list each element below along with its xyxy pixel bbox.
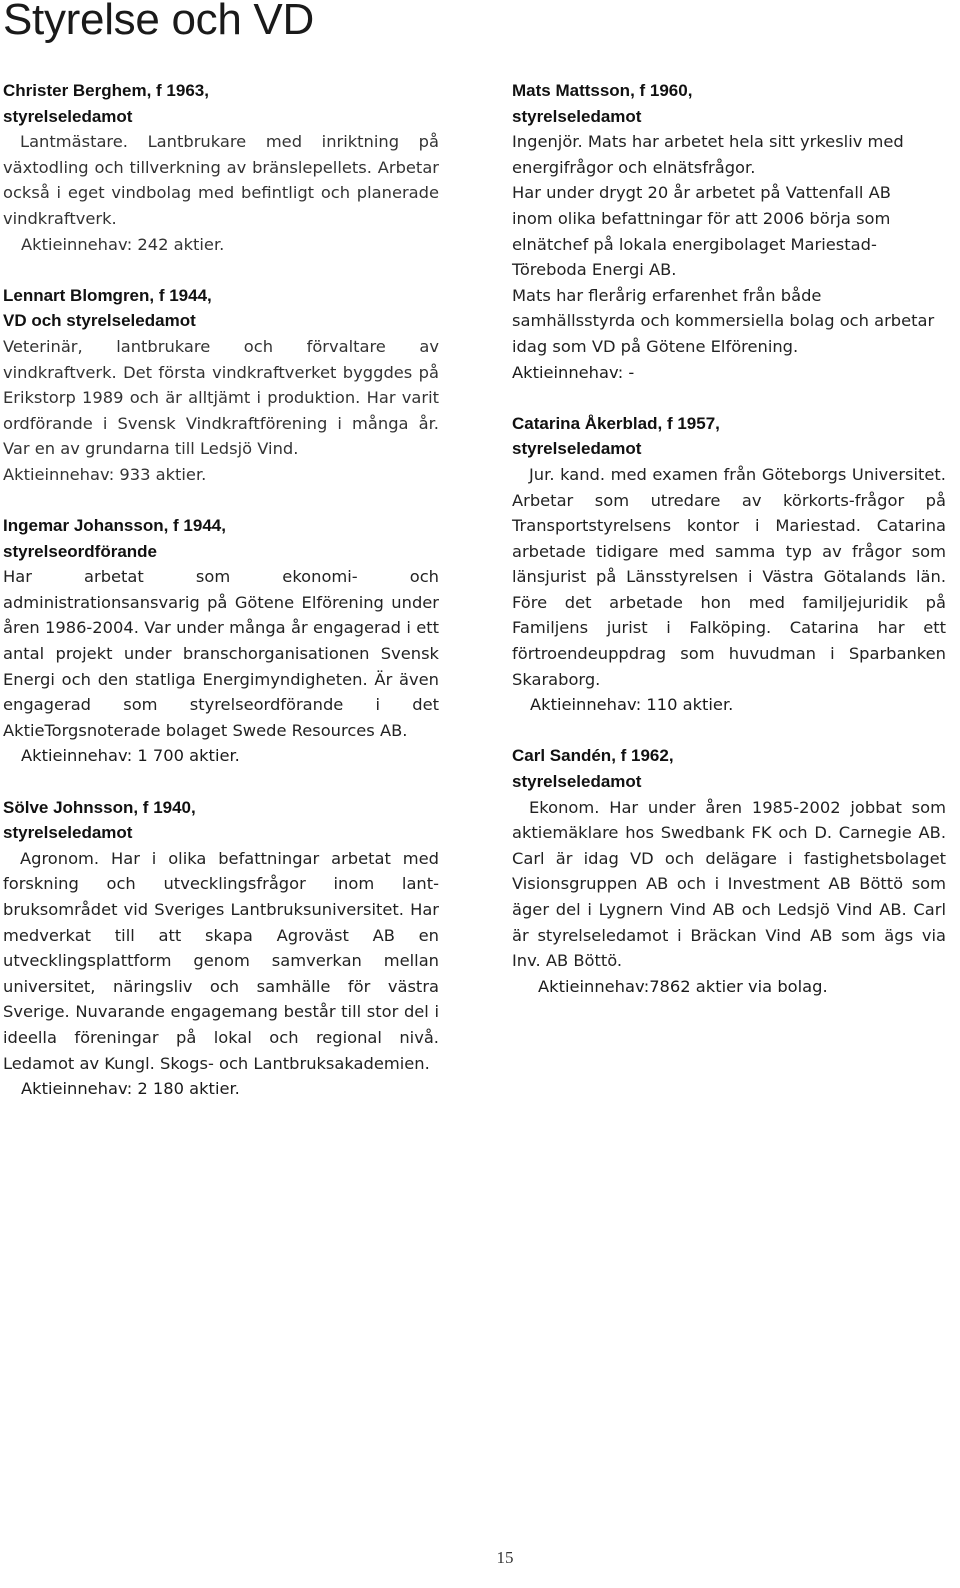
- bio-line: elnätchef på lokala energibolaget Mariestad-: [512, 234, 877, 254]
- bio-line: energifrågor och elnätsfrågor.: [512, 157, 756, 177]
- bio-line: Har under drygt 20 år arbetet på Vattenfall AB: [512, 183, 891, 203]
- member-holding: Aktieinnehav: 110 aktier.: [530, 695, 734, 715]
- bio-line: Mats har flerårig erfarenhet från både: [512, 285, 822, 305]
- member-bio: Lantmästare. Lantbrukare med inriktning på växtodling och tillverkning av bränslepellets. Arbetar också i eget vindbolag med befintligt och planerade vindkraftverk.: [3, 132, 439, 228]
- member-holding: Aktieinnehav: 933 aktier.: [3, 464, 207, 484]
- member-role: styrelseledamot: [512, 772, 642, 792]
- board-member-carl-sanden: [512, 743, 946, 999]
- member-name: Mats Mattsson, f 1960,: [512, 81, 693, 100]
- member-name: Sölve Johnsson, f 1940,: [3, 797, 196, 817]
- board-member-christer-berghem: [3, 78, 439, 257]
- bio-line: inom olika befattningar för att 2006 börja som: [512, 208, 891, 228]
- member-bio: Veterinär, lantbrukare och förvaltare av vindkraftverk. Det första vindkraftverket byggdes på Erikstorp 1989 och är alltjämt i produktion. Har varit ordförande i Svensk Vindkraftförening i många år. Var en av grundarna till Ledsjö Vind.: [3, 336, 439, 459]
- member-bio: Jur. kand. med examen från Göteborgs Universitet. Arbetar som utredare av körkorts-frågor på Transportstyrelsens kontor i Mariestad. Catarina arbetade tidigare med samma typ av frågor som länsjurist på Länsstyrelsen i Västra Götalands län. Före det arbetade hon med familjejuridik på Familjens jurist i Falköping. Catarina har ett förtroendeuppdrag som huvudman i Sparbanken Skaraborg.: [512, 464, 946, 689]
- bio-line: idag som VD på Götene Elförening.: [512, 336, 799, 356]
- member-role: styrelseledamot: [3, 106, 133, 126]
- board-member-lennart-blomgren: [3, 283, 439, 488]
- bio-line: samhällsstyrda och kommersiella bolag och arbetar: [512, 311, 935, 331]
- member-name: Carl Sandén, f 1962,: [512, 746, 674, 766]
- page-title: Styrelse och VD: [3, 0, 314, 44]
- member-name: Christer Berghem, f 1963,: [3, 81, 209, 100]
- member-holding: Aktieinnehav:7862 aktier via bolag.: [538, 976, 828, 996]
- member-role: styrelseledamot: [3, 823, 133, 843]
- page-number: 15: [496, 1548, 514, 1567]
- member-role: styrelseordförande: [3, 541, 157, 561]
- member-holding: Aktieinnehav: 2 180 aktier.: [21, 1079, 240, 1099]
- section-spacer: [512, 385, 946, 411]
- member-name: Lennart Blomgren, f 1944,: [3, 285, 212, 305]
- member-bio: [512, 129, 946, 359]
- member-holding: Aktieinnehav: -: [512, 362, 635, 382]
- section-spacer: [3, 769, 439, 795]
- member-bio: Har arbetat som ekonomi- och administrationsansvarig på Götene Elförening under åren 1986-2004. Var under många år engagerad i ett antal projekt under branschorganisationen Svensk Energi och den statliga Energimyndigheten. Är även engagerad som styrelseordförande i det AktieTorgsnoterade bolaget Swede Resources AB.: [3, 567, 439, 740]
- member-name: Ingemar Johansson, f 1944,: [3, 516, 226, 536]
- section-spacer: [3, 488, 439, 514]
- bio-line: Ingenjör. Mats har arbetet hela sitt yrkesliv med: [512, 132, 904, 152]
- board-member-solve-johnsson: [3, 795, 439, 1102]
- member-holding: Aktieinnehav: 1 700 aktier.: [21, 746, 240, 766]
- member-role: VD och styrelseledamot: [3, 311, 196, 331]
- member-bio: Ekonom. Har under åren 1985-2002 jobbat som aktiemäklare hos Swedbank FK och D. Carnegie AB. Carl är idag VD och delägare i fastighetsbolaget Visionsgruppen AB och i Investment AB Böttö som äger del i Lygnern Vind AB och Ledsjö Vind AB. Carl är styrelseledamot i Bräckan Vind AB som ägs via Inv. AB Böttö.: [512, 797, 946, 971]
- member-role: styrelseledamot: [512, 106, 642, 126]
- member-name: Catarina Åkerblad, f 1957,: [512, 413, 720, 433]
- member-holding: Aktieinnehav: 242 aktier.: [21, 234, 225, 254]
- board-member-mats-mattsson: [512, 78, 946, 385]
- member-bio: Agronom. Har i olika befattningar arbetat med forskning och utvecklingsfrågor inom lant-bruksområdet vid Sveriges Lantbruksuniversitet. Har medverkat till att skapa Agroväst AB en utvecklingsplattform genom samverkan mellan universitet, näringsliv och samhälle för västra Sverige. Nuvarande engagemang består till stor del i ideella föreningar på lokal och regional nivå. Ledamot av Kungl. Skogs- och Lantbruksakademien.: [3, 848, 439, 1073]
- section-spacer: [512, 718, 946, 744]
- bio-line: Töreboda Energi AB.: [512, 260, 677, 280]
- board-member-catarina-akerblad: [512, 411, 946, 718]
- board-member-ingemar-johansson: [3, 513, 439, 769]
- member-role: styrelseledamot: [512, 439, 642, 459]
- section-spacer: [3, 257, 439, 283]
- right-column: [512, 78, 946, 999]
- left-column: [3, 78, 439, 1102]
